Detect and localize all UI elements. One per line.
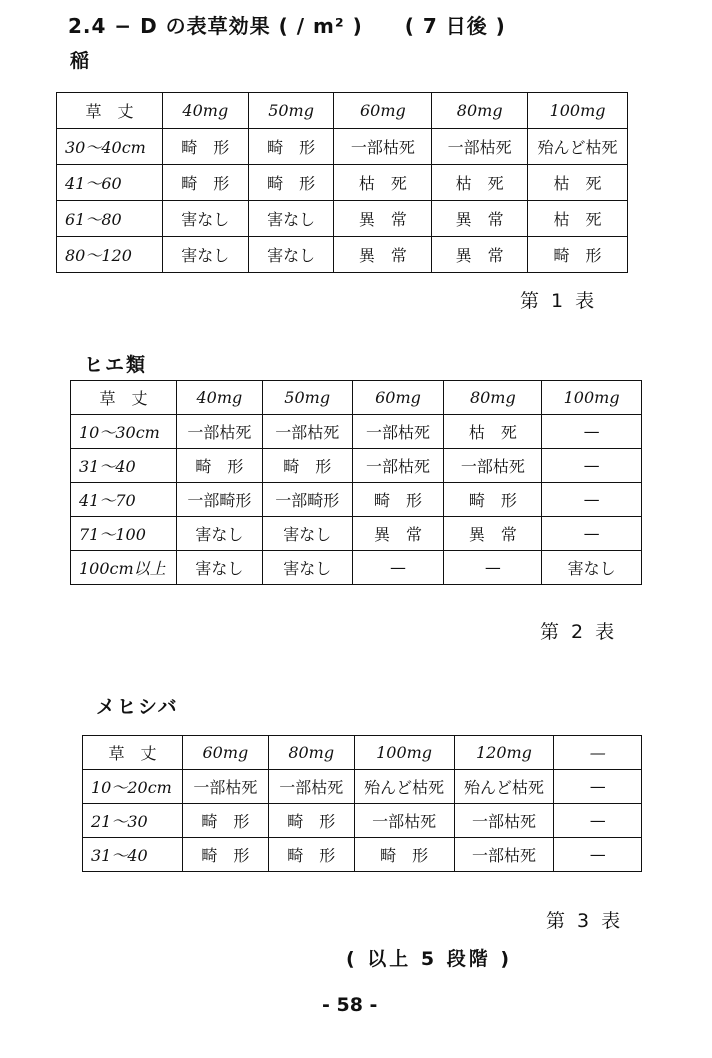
header-cell: 80mg xyxy=(444,381,542,415)
table-row xyxy=(83,838,642,872)
table-cell: 一部枯死 xyxy=(454,838,554,872)
row-label-cell: 80〜120 xyxy=(57,237,163,273)
row-label-cell: 10〜30cm xyxy=(71,415,177,449)
table-row xyxy=(57,237,628,273)
table-cell: 害なし xyxy=(262,551,352,585)
table-row xyxy=(71,551,642,585)
row-label-cell: 100cm以上 xyxy=(71,551,177,585)
table-cell: — xyxy=(554,804,642,838)
rice-table xyxy=(56,92,628,273)
table-cell: 一部枯死 xyxy=(182,770,268,804)
header-cell: 60mg xyxy=(182,736,268,770)
table-cell: 畸 形 xyxy=(248,129,334,165)
header-cell: 40mg xyxy=(176,381,262,415)
table-cell: 畸 形 xyxy=(176,449,262,483)
header-cell: 100mg xyxy=(354,736,454,770)
table-cell: 一部畸形 xyxy=(176,483,262,517)
table-cell: — xyxy=(444,551,542,585)
header-cell: 草 丈 xyxy=(71,381,177,415)
section-label-rice: 稲 xyxy=(70,50,92,72)
table-cell: 一部枯死 xyxy=(176,415,262,449)
table-row xyxy=(71,449,642,483)
table-cell: — xyxy=(554,770,642,804)
table-cell: 畸 形 xyxy=(248,165,334,201)
table-cell: — xyxy=(542,415,642,449)
table-cell: 枯 死 xyxy=(444,415,542,449)
table-row xyxy=(71,483,642,517)
row-label-cell: 31〜40 xyxy=(71,449,177,483)
table-cell: 殆んど枯死 xyxy=(454,770,554,804)
header-cell: 60mg xyxy=(352,381,444,415)
page-title: 2.4 − D の表草効果 ( / m² ) ( 7 日後 ) xyxy=(68,14,506,38)
table-caption-1: 第 1 表 xyxy=(520,290,598,312)
table-cell: 害なし xyxy=(162,201,248,237)
table-caption-2: 第 2 表 xyxy=(540,621,618,643)
header-cell: 50mg xyxy=(262,381,352,415)
table-cell: 枯 死 xyxy=(432,165,528,201)
table-row xyxy=(71,517,642,551)
table-cell: 畸 形 xyxy=(182,804,268,838)
header-cell: 80mg xyxy=(268,736,354,770)
table-row xyxy=(57,201,628,237)
table-cell: — xyxy=(554,838,642,872)
table-caption-3: 第 3 表 xyxy=(546,910,624,932)
header-cell: 120mg xyxy=(454,736,554,770)
table-cell: 一部枯死 xyxy=(444,449,542,483)
table-cell: 畸 形 xyxy=(162,165,248,201)
table-cell: 畸 形 xyxy=(528,237,628,273)
header-cell: 100mg xyxy=(528,93,628,129)
table-cell: 一部畸形 xyxy=(262,483,352,517)
table-cell: 一部枯死 xyxy=(454,804,554,838)
row-label-cell: 21〜30 xyxy=(83,804,183,838)
row-label-cell: 61〜80 xyxy=(57,201,163,237)
table-cell: 異 常 xyxy=(334,201,432,237)
table-cell: 一部枯死 xyxy=(432,129,528,165)
header-cell: 草 丈 xyxy=(83,736,183,770)
row-label-cell: 41〜60 xyxy=(57,165,163,201)
table-cell: 枯 死 xyxy=(334,165,432,201)
table-cell: — xyxy=(542,449,642,483)
table-cell: 一部枯死 xyxy=(354,804,454,838)
table-cell: — xyxy=(542,517,642,551)
table-header-row xyxy=(57,93,628,129)
table-cell: 害なし xyxy=(162,237,248,273)
table-cell: 異 常 xyxy=(432,201,528,237)
table-cell: 畸 形 xyxy=(162,129,248,165)
table-cell: 畸 形 xyxy=(268,838,354,872)
table-row xyxy=(71,415,642,449)
hie-table xyxy=(70,380,642,585)
table-cell: 枯 死 xyxy=(528,165,628,201)
table-cell: 害なし xyxy=(248,237,334,273)
section-label-hie: ヒエ類 xyxy=(84,354,148,376)
table-cell: 害なし xyxy=(248,201,334,237)
table-cell: 害なし xyxy=(176,551,262,585)
table-cell: 一部枯死 xyxy=(262,415,352,449)
table-cell: 一部枯死 xyxy=(352,415,444,449)
table-cell: 畸 形 xyxy=(354,838,454,872)
page-number: - 58 - xyxy=(322,994,378,1016)
table-row xyxy=(57,129,628,165)
row-label-cell: 30〜40cm xyxy=(57,129,163,165)
header-cell: — xyxy=(554,736,642,770)
row-label-cell: 10〜20cm xyxy=(83,770,183,804)
table-cell: 害なし xyxy=(542,551,642,585)
row-label-cell: 71〜100 xyxy=(71,517,177,551)
row-label-cell: 41〜70 xyxy=(71,483,177,517)
table-cell: 一部枯死 xyxy=(334,129,432,165)
table-row xyxy=(57,165,628,201)
table-cell: 枯 死 xyxy=(528,201,628,237)
section-label-mehishiba: メヒシバ xyxy=(96,696,179,718)
table-cell: 畸 形 xyxy=(182,838,268,872)
table-cell: 畸 形 xyxy=(352,483,444,517)
table-cell: 畸 形 xyxy=(262,449,352,483)
header-cell: 60mg xyxy=(334,93,432,129)
table-header-row xyxy=(83,736,642,770)
header-cell: 50mg xyxy=(248,93,334,129)
header-cell: 80mg xyxy=(432,93,528,129)
table-cell: 殆んど枯死 xyxy=(354,770,454,804)
mehishiba-table xyxy=(82,735,642,872)
header-cell: 100mg xyxy=(542,381,642,415)
header-cell: 草 丈 xyxy=(57,93,163,129)
header-cell: 40mg xyxy=(162,93,248,129)
table-cell: 畸 形 xyxy=(268,804,354,838)
table-cell: 一部枯死 xyxy=(268,770,354,804)
table-cell: 異 常 xyxy=(444,517,542,551)
table-cell: 害なし xyxy=(176,517,262,551)
table-cell: 異 常 xyxy=(432,237,528,273)
row-label-cell: 31〜40 xyxy=(83,838,183,872)
table-cell: 殆んど枯死 xyxy=(528,129,628,165)
table-cell: 異 常 xyxy=(334,237,432,273)
table-cell: 一部枯死 xyxy=(352,449,444,483)
footer-note: ( 以上 5 段階 ) xyxy=(346,948,513,970)
table-header-row xyxy=(71,381,642,415)
table-cell: — xyxy=(542,483,642,517)
table-row xyxy=(83,804,642,838)
table-cell: 畸 形 xyxy=(444,483,542,517)
table-row xyxy=(83,770,642,804)
table-cell: 異 常 xyxy=(352,517,444,551)
table-cell: 害なし xyxy=(262,517,352,551)
table-cell: — xyxy=(352,551,444,585)
